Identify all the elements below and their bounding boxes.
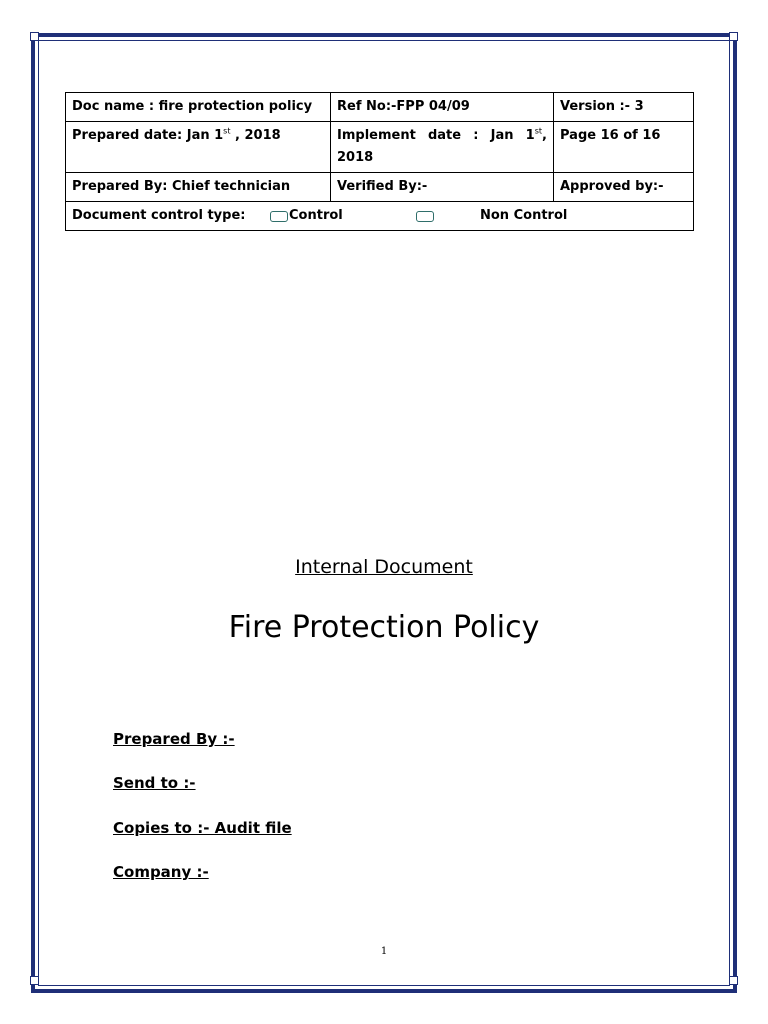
page-number: 1 [380,946,388,957]
prepared-date-text: Prepared date: Jan 1 [72,128,224,143]
table-row [66,122,694,173]
approved-by-cell [554,173,694,202]
version-cell [554,93,694,122]
control-type-cell [66,202,694,231]
implement-colon: : [473,128,479,143]
implement-day: 1 [525,128,535,143]
ref-no-cell [331,93,554,122]
non-control-option-label: Non Control [480,208,568,223]
page-count: Page 16 of 16 [560,128,661,143]
verified-by: Verified By:- [337,179,428,194]
non-control-checkbox[interactable] [416,211,434,222]
doc-name-cell [66,93,331,122]
control-type-line [72,205,687,227]
control-option-label: Control [289,208,343,223]
copies-to-field: Copies to :- Audit file [113,819,292,837]
implement-label: Implement [337,128,416,143]
implement-year: 2018 [337,150,374,165]
page-cell [554,122,694,173]
implement-date-cell [331,122,554,173]
ref-no-label: Ref No:- [337,99,397,114]
verified-by-cell [331,173,554,202]
prepared-by-cell [66,173,331,202]
control-checkbox[interactable] [270,211,288,222]
border-corner [30,32,39,41]
implement-ordinal: st [534,126,543,136]
prepared-date-ordinal: st [223,126,231,136]
implement-date-line [337,125,547,147]
document-title: Fire Protection Policy [228,610,540,645]
table-row [66,93,694,122]
prepared-date-year: , 2018 [230,128,281,143]
implement-comma: , [542,128,547,143]
prepared-date-cell [66,122,331,173]
version: Version :- 3 [560,99,644,114]
control-type-label: Document control type: [72,208,246,223]
ref-no-value: FPP 04/09 [396,99,470,114]
internal-document-heading: Internal Document [295,556,473,578]
table-row [66,202,694,231]
prepared-by: Prepared By: Chief technician [72,179,291,194]
implement-month: Jan [490,128,514,143]
border-corner [30,976,39,985]
company-field: Company :- [113,863,209,881]
border-corner [729,32,738,41]
implement-day-group [526,125,547,147]
border-corner [729,976,738,985]
table-row [66,173,694,202]
prepared-by-field: Prepared By :- [113,730,235,748]
approved-by: Approved by:- [560,179,664,194]
document-control-table [65,92,694,231]
implement-date-word: date [427,128,462,143]
send-to-field: Send to :- [113,774,196,792]
doc-name: Doc name : fire protection policy [72,99,313,114]
